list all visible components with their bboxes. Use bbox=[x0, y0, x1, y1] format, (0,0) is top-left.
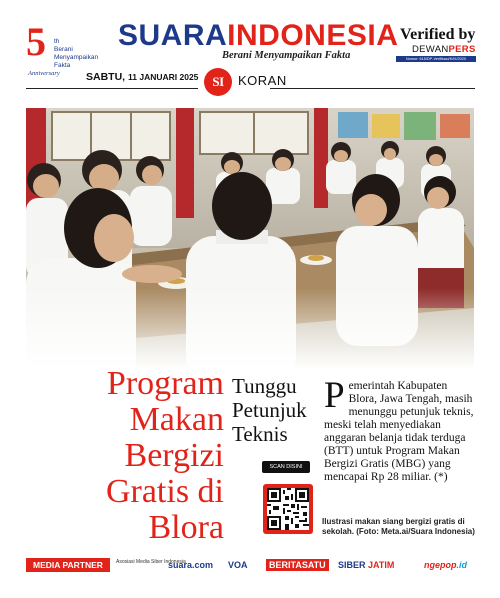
dewan-pers-name: DEWANPERS bbox=[412, 44, 476, 55]
partner-voa-logo[interactable]: VOA bbox=[228, 560, 248, 570]
anniversary-text: th Berani Menyampaikan Fakta bbox=[54, 38, 99, 69]
partner-ngepop-logo[interactable]: ngepop.id bbox=[424, 560, 467, 570]
partner-siberjatim-logo[interactable]: SIBER JATIM bbox=[338, 560, 395, 570]
masthead-tagline: Berani Menyampaikan Fakta bbox=[222, 50, 351, 61]
article-subheadline: Tunggu Petunjuk Teknis bbox=[232, 374, 307, 446]
qr-code-icon bbox=[267, 488, 309, 530]
article-headline[interactable]: Program Makan Bergizi Gratis di Blora bbox=[105, 365, 224, 546]
anniversary-number: 5 bbox=[26, 19, 46, 64]
article-body bbox=[324, 375, 476, 484]
article-body-text: emerintah Kabupaten Blora, Jawa Tengah, masih menunggu petunjuk teknis, meski telah menyediakan anggaran belanja tidak terduga (BTT) untuk Program Makan Bergizi Gratis (MBG) yang mencapai Rp 28 miliar. (*) bbox=[324, 380, 474, 483]
header-rule-left bbox=[26, 88, 198, 89]
masthead-logo[interactable] bbox=[118, 20, 398, 52]
media-partner-label: MEDIA PARTNER bbox=[26, 558, 110, 572]
partner-suara-logo[interactable]: suara.com bbox=[168, 560, 214, 570]
drop-cap: P bbox=[324, 375, 345, 416]
anniversary-logo bbox=[26, 19, 99, 80]
scan-label: SCAN DISINI bbox=[262, 461, 310, 473]
verification-number: Nomor: 615/DP-Verifikasi/K/III/2020 bbox=[396, 56, 476, 62]
partner-amsi-logo[interactable]: Asosiasi Media Siber Indonesia bbox=[116, 559, 186, 565]
partner-beritasatu-logo[interactable]: BERITASATU bbox=[266, 559, 329, 571]
qr-code[interactable] bbox=[263, 484, 313, 534]
header-rule-right bbox=[270, 88, 475, 89]
anniversary-script: Anniversary bbox=[28, 70, 60, 77]
masthead-word-suara: SUARA bbox=[118, 19, 228, 52]
verified-title: Verified by bbox=[400, 26, 476, 43]
lead-photo bbox=[26, 108, 474, 398]
si-badge: SI bbox=[204, 68, 232, 96]
classroom-illustration bbox=[26, 108, 474, 398]
edition-date: SABTU, 11 JANUARI 2025 bbox=[86, 71, 199, 83]
masthead-word-indonesia: INDONESIA bbox=[227, 19, 399, 52]
photo-caption: Ilustrasi makan siang bergizi gratis di sekolah. (Foto: Meta.ai/Suara Indonesia) bbox=[322, 517, 475, 536]
section-label: KORAN bbox=[238, 73, 287, 88]
